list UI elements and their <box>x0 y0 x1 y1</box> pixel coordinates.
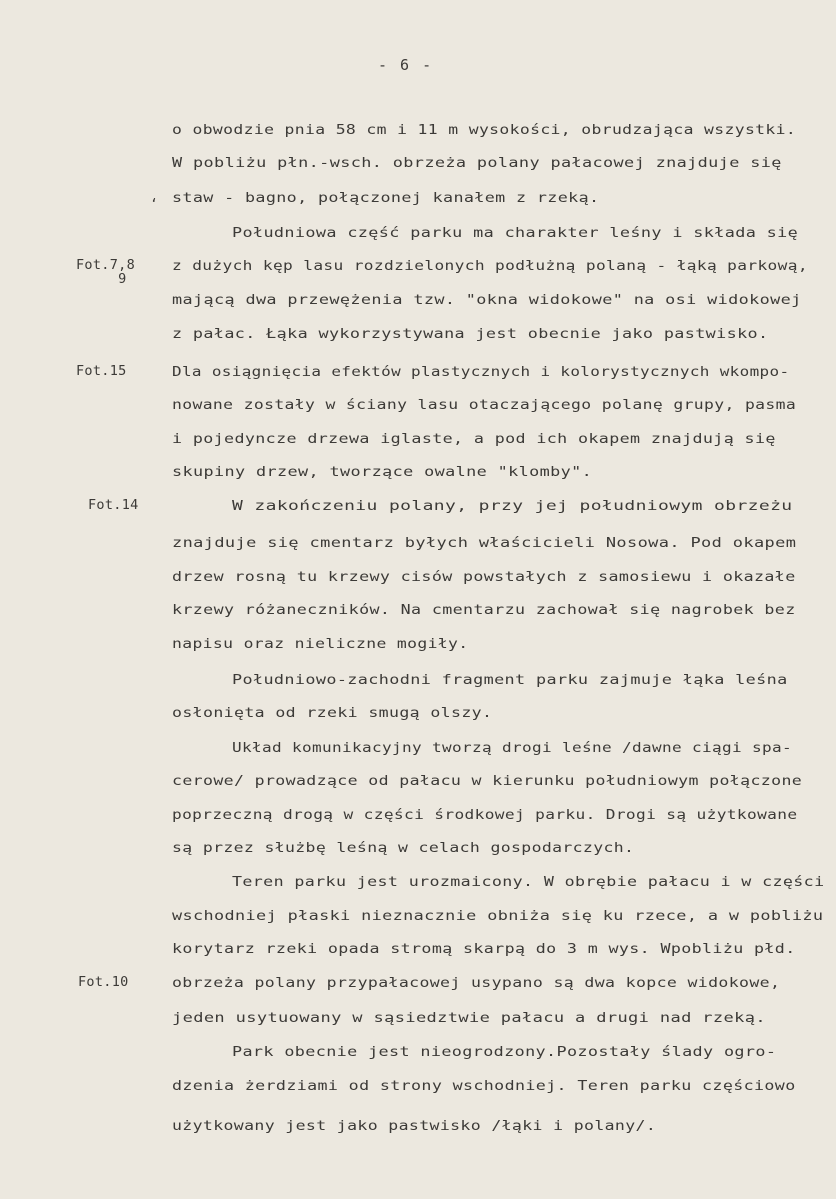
text-line: skupiny drzew, tworzące owalne "klomby". <box>172 464 593 480</box>
text-line: wschodniej płaski nieznacznie obniża się ku rzece, a w pobliżu <box>172 908 824 924</box>
text-line: napisu oraz nieliczne mogiły. <box>172 636 469 652</box>
margin-note-photo-14: Fot.14 <box>88 497 139 513</box>
text-line: Układ komunikacyjny tworzą drogi leśne /dawne ciągi spa- <box>232 740 792 756</box>
text-line: poprzeczną drogą w części środkowej parku. Drogi są użytkowane <box>172 807 798 823</box>
text-line: osłonięta od rzeki smugą olszy. <box>172 705 493 721</box>
text-line: obrzeża polany przypałacowej usypano są dwa kopce widokowe, <box>172 975 781 991</box>
text-line: korytarz rzeki opada stromą skarpą do 3 m wys. Wpobliżu płd. <box>172 941 796 957</box>
text-line: mającą dwa przewężenia tzw. "okna widokowe" na osi widokowej <box>172 292 802 308</box>
text-line: cerowe/ prowadzące od pałacu w kierunku południowym połączone <box>172 773 803 789</box>
text-line: z dużych kęp lasu rozdzielonych podłużną polaną - łąką parkową, <box>172 258 808 274</box>
text-line: są przez służbę leśną w celach gospodarczych. <box>172 840 635 856</box>
text-line: W pobliżu płn.-wsch. obrzeża polany pałacowej znajduje się <box>172 155 782 171</box>
text-line: Teren parku jest urozmaicony. W obrębie pałacu i w części <box>232 874 825 890</box>
text-line: Dla osiągnięcia efektów plastycznych i kolorystycznych wkompo- <box>172 364 790 380</box>
margin-note-photo-7-8-9: Fot.7,8 9 <box>76 257 135 287</box>
margin-mark: ‘ <box>150 197 159 212</box>
text-line: dzenia żerdziami od strony wschodniej. Teren parku częściowo <box>172 1078 796 1094</box>
text-line: drzew rosną tu krzewy cisów powstałych z samosiewu i okazałe <box>172 569 796 585</box>
text-line: Park obecnie jest nieogrodzony.Pozostały ślady ogro- <box>232 1044 777 1060</box>
text-line: i pojedyncze drzewa iglaste, a pod ich okapem znajdują się <box>172 431 776 447</box>
page-number: - 6 - <box>378 56 434 74</box>
text-line: znajduje się cmentarz byłych właścicieli Nosowa. Pod okapem <box>172 535 797 551</box>
margin-note-photo-15: Fot.15 <box>76 363 127 379</box>
text-line: staw - bagno, połączonej kanałem z rzeką. <box>172 190 600 206</box>
text-line: W zakończeniu polany, przy jej południowym obrzeżu <box>232 498 793 514</box>
text-line: użytkowany jest jako pastwisko /łąki i polany/. <box>172 1118 657 1134</box>
text-line: z pałac. Łąka wykorzystywana jest obecnie jako pastwisko. <box>172 326 769 342</box>
text-line: krzewy różaneczników. Na cmentarzu zachował się nagrobek bez <box>172 602 796 618</box>
text-line: jeden usytuowany w sąsiedztwie pałacu a drugi nad rzeką. <box>172 1010 766 1026</box>
margin-note-photo-10: Fot.10 <box>78 974 129 990</box>
text-line: nowane zostały w ściany lasu otaczającego polanę grupy, pasma <box>172 397 797 413</box>
text-line: Południowo-zachodni fragment parku zajmuje łąka leśna <box>232 672 788 688</box>
text-line: Południowa część parku ma charakter leśny i składa się <box>232 225 799 241</box>
text-line: o obwodzie pnia 58 cm i 11 m wysokości, obrudzająca wszystki. <box>172 122 797 138</box>
